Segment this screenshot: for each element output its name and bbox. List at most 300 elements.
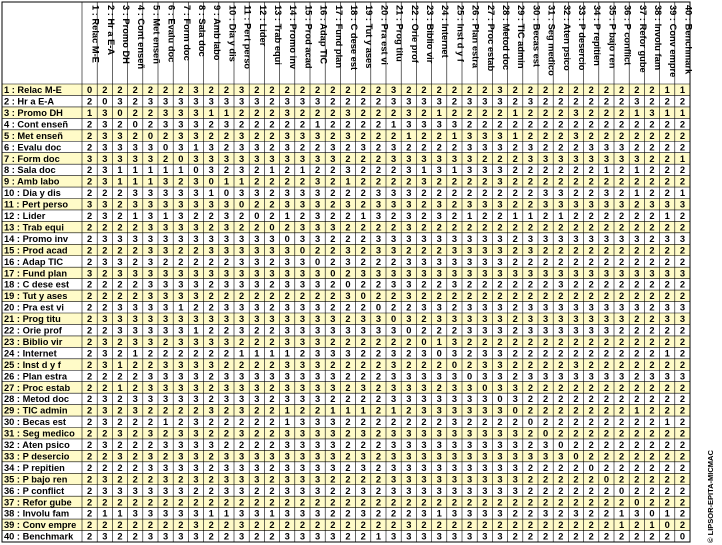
- matrix-cell: 2: [345, 520, 351, 531]
- matrix-cell: 2: [649, 153, 655, 164]
- matrix-cell: 2: [117, 394, 123, 405]
- matrix-cell: 3: [254, 142, 260, 153]
- matrix-cell: 2: [573, 142, 579, 153]
- matrix-cell: 2: [360, 279, 366, 290]
- matrix-cell: 2: [102, 382, 108, 393]
- matrix-cell: 3: [254, 268, 260, 279]
- matrix-cell: 2: [254, 325, 260, 336]
- matrix-cell: 2: [482, 211, 488, 221]
- matrix-cell: 2: [269, 417, 275, 428]
- matrix-cell: 2: [679, 142, 685, 153]
- matrix-cell: 2: [269, 142, 275, 153]
- matrix-cell: 2: [391, 107, 397, 118]
- matrix-cell: 2: [543, 336, 549, 347]
- matrix-cell: 3: [163, 233, 169, 244]
- matrix-cell: 2: [239, 440, 245, 450]
- matrix-cell: 2: [284, 291, 290, 302]
- matrix-cell: 3: [147, 451, 153, 462]
- matrix-cell: 2: [588, 291, 594, 302]
- matrix-cell: 3: [497, 176, 503, 187]
- matrix-cell: 2: [634, 371, 640, 382]
- matrix-cell: 3: [330, 142, 336, 153]
- matrix-cell: 3: [239, 142, 245, 153]
- matrix-cell: 2: [330, 497, 336, 508]
- matrix-cell: 2: [467, 107, 473, 118]
- column-header-label: 17 : Fund plan: [333, 5, 344, 69]
- matrix-cell: 3: [299, 485, 305, 496]
- matrix-cell: 3: [497, 371, 503, 382]
- matrix-cell: 2: [558, 142, 564, 153]
- column-header-label: 35 : P bajo ren: [607, 5, 618, 69]
- matrix-cell: 3: [147, 336, 153, 347]
- matrix-cell: 1: [664, 85, 670, 96]
- matrix-cell: 2: [512, 497, 518, 508]
- matrix-cell: 2: [360, 199, 366, 210]
- matrix-cell: 2: [375, 394, 381, 405]
- matrix-cell: 2: [208, 428, 214, 439]
- matrix-cell: 1: [299, 165, 305, 176]
- matrix-cell: 3: [543, 188, 549, 199]
- matrix-cell: 1: [87, 107, 93, 118]
- matrix-cell: 2: [649, 142, 655, 153]
- matrix-cell: 2: [558, 130, 564, 141]
- matrix-cell: 0: [284, 233, 290, 244]
- matrix-cell: 3: [193, 291, 199, 302]
- matrix-cell: 3: [543, 314, 549, 325]
- matrix-cell: 3: [284, 188, 290, 199]
- matrix-cell: 3: [178, 142, 184, 153]
- matrix-cell: 2: [421, 142, 427, 153]
- matrix-cell: 2: [619, 222, 625, 233]
- matrix-cell: 2: [664, 497, 670, 508]
- row-header-label: 17 : Fund plan: [4, 268, 68, 279]
- matrix-cell: 3: [421, 462, 427, 473]
- matrix-cell: 3: [299, 314, 305, 325]
- matrix-cell: 3: [679, 314, 685, 325]
- matrix-cell: 3: [497, 508, 503, 519]
- matrix-cell: 3: [208, 440, 214, 450]
- matrix-cell: 2: [375, 359, 381, 370]
- matrix-cell: 2: [163, 428, 169, 439]
- matrix-cell: 2: [543, 497, 549, 508]
- matrix-cell: 2: [406, 142, 412, 153]
- row-header-label: 3 : Promo DH: [4, 107, 63, 118]
- matrix-cell: 2: [132, 531, 138, 542]
- matrix-cell: 2: [573, 417, 579, 428]
- matrix-cell: 2: [512, 119, 518, 130]
- matrix-cell: 2: [117, 188, 123, 199]
- matrix-cell: 3: [223, 119, 229, 130]
- matrix-cell: 3: [239, 279, 245, 290]
- matrix-cell: 2: [603, 394, 609, 405]
- matrix-cell: 2: [421, 325, 427, 336]
- matrix-cell: 2: [603, 336, 609, 347]
- matrix-cell: 3: [102, 130, 108, 141]
- matrix-cell: 2: [512, 371, 518, 382]
- matrix-cell: 2: [467, 336, 473, 347]
- matrix-cell: 3: [573, 371, 579, 382]
- matrix-cell: 2: [436, 520, 442, 531]
- matrix-cell: 3: [147, 508, 153, 519]
- row-header-label: 22 : Orie prof: [4, 325, 62, 336]
- matrix-cell: 3: [406, 314, 412, 325]
- matrix-cell: 3: [619, 153, 625, 164]
- matrix-cell: 2: [497, 188, 503, 199]
- matrix-cell: 2: [619, 96, 625, 107]
- matrix-cell: 2: [649, 394, 655, 405]
- matrix-cell: 2: [223, 359, 229, 370]
- matrix-cell: 3: [163, 371, 169, 382]
- matrix-cell: 0: [193, 165, 199, 176]
- matrix-cell: 2: [588, 359, 594, 370]
- column-header-label: 14 : Promo inv: [288, 5, 299, 70]
- matrix-cell: 2: [543, 119, 549, 130]
- matrix-cell: 2: [482, 222, 488, 233]
- matrix-cell: 2: [345, 302, 351, 313]
- matrix-cell: 3: [406, 382, 412, 393]
- matrix-cell: 2: [451, 222, 457, 233]
- matrix-cell: 2: [467, 291, 473, 302]
- matrix-cell: 2: [102, 497, 108, 508]
- matrix-cell: 2: [649, 165, 655, 176]
- matrix-cell: 3: [391, 485, 397, 496]
- matrix-cell: 2: [527, 485, 533, 496]
- matrix-cell: 3: [406, 222, 412, 233]
- matrix-cell: 3: [467, 485, 473, 496]
- column-headers: [91, 5, 694, 77]
- matrix-cell: 2: [634, 211, 640, 221]
- matrix-cell: 2: [208, 485, 214, 496]
- matrix-cell: 0: [299, 245, 305, 256]
- matrix-cell: 2: [345, 531, 351, 542]
- matrix-cell: 2: [208, 394, 214, 405]
- row-header-label: 34 : P repitien: [4, 462, 65, 473]
- matrix-cell: 2: [330, 233, 336, 244]
- matrix-cell: 2: [223, 405, 229, 416]
- matrix-cell: 3: [497, 474, 503, 485]
- matrix-cell: 3: [451, 440, 457, 450]
- matrix-cell: 2: [619, 497, 625, 508]
- matrix-cell: 3: [664, 199, 670, 210]
- matrix-cell: 2: [360, 165, 366, 176]
- matrix-cell: 2: [664, 153, 670, 164]
- matrix-cell: 3: [315, 211, 321, 221]
- column-header-label: 24 : Internet: [440, 5, 451, 58]
- matrix-cell: 2: [436, 176, 442, 187]
- matrix-cell: 3: [406, 440, 412, 450]
- matrix-cell: 3: [102, 119, 108, 130]
- matrix-cell: 3: [102, 107, 108, 118]
- matrix-cell: 3: [299, 508, 305, 519]
- matrix-cell: 2: [588, 451, 594, 462]
- matrix-cell: 3: [451, 394, 457, 405]
- matrix-cell: 2: [132, 359, 138, 370]
- matrix-cell: 3: [223, 245, 229, 256]
- matrix-cell: 3: [360, 325, 366, 336]
- matrix-cell: 2: [345, 462, 351, 473]
- matrix-cell: 1: [163, 417, 169, 428]
- matrix-cell: 2: [619, 336, 625, 347]
- matrix-cell: 2: [497, 222, 503, 233]
- matrix-cell: 2: [208, 451, 214, 462]
- matrix-cell: 3: [193, 107, 199, 118]
- matrix-cell: 3: [284, 314, 290, 325]
- matrix-cell: 3: [102, 153, 108, 164]
- column-header-label: 29 : TIC admin: [516, 5, 527, 69]
- matrix-cell: 3: [391, 474, 397, 485]
- matrix-cell: 2: [102, 371, 108, 382]
- matrix-cell: 2: [573, 405, 579, 416]
- matrix-cell: 0: [558, 440, 564, 450]
- matrix-cell: 2: [299, 85, 305, 96]
- matrix-cell: 3: [482, 451, 488, 462]
- matrix-cell: 1: [269, 508, 275, 519]
- matrix-cell: 2: [588, 405, 594, 416]
- matrix-cell: 2: [391, 211, 397, 221]
- matrix-cell: 2: [649, 245, 655, 256]
- matrix-cell: 3: [284, 153, 290, 164]
- matrix-cell: 3: [193, 119, 199, 130]
- matrix-cell: 3: [603, 188, 609, 199]
- matrix-cell: 3: [619, 142, 625, 153]
- matrix-cell: 1: [208, 188, 214, 199]
- matrix-cell: 3: [406, 211, 412, 221]
- matrix-cell: 3: [239, 520, 245, 531]
- matrix-cell: 3: [330, 348, 336, 359]
- matrix-cell: 2: [406, 508, 412, 519]
- matrix-cell: 3: [178, 462, 184, 473]
- matrix-cell: 3: [132, 302, 138, 313]
- matrix-cell: 2: [254, 336, 260, 347]
- matrix-cell: 2: [178, 474, 184, 485]
- row-header-label: 5 : Met enseñ: [4, 130, 63, 141]
- matrix-cell: 2: [269, 302, 275, 313]
- matrix-cell: 2: [239, 359, 245, 370]
- matrix-cell: 2: [619, 119, 625, 130]
- row-header-label: 24 : Internet: [4, 348, 57, 359]
- matrix-cell: 2: [603, 485, 609, 496]
- matrix-cell: 2: [208, 302, 214, 313]
- matrix-cell: 2: [87, 417, 93, 428]
- matrix-cell: 1: [117, 176, 123, 187]
- matrix-cell: 3: [254, 508, 260, 519]
- matrix-cell: 3: [193, 199, 199, 210]
- matrix-cell: 3: [117, 451, 123, 462]
- matrix-cell: 2: [147, 107, 153, 118]
- matrix-cell: 3: [497, 245, 503, 256]
- column-header-label: 18 : C dese est: [349, 5, 359, 71]
- matrix-cell: 2: [375, 520, 381, 531]
- matrix-cell: 3: [299, 325, 305, 336]
- matrix-cell: 3: [315, 371, 321, 382]
- matrix-cell: 3: [527, 268, 533, 279]
- matrix-cell: 3: [497, 256, 503, 267]
- matrix-cell: 3: [223, 336, 229, 347]
- matrix-cell: 2: [603, 428, 609, 439]
- matrix-cell: 2: [603, 119, 609, 130]
- matrix-cell: 3: [147, 245, 153, 256]
- matrix-cell: 3: [147, 256, 153, 267]
- matrix-cell: 3: [406, 256, 412, 267]
- matrix-cell: 3: [436, 531, 442, 542]
- matrix-cell: 2: [679, 336, 685, 347]
- matrix-cell: 2: [664, 382, 670, 393]
- matrix-cell: 2: [406, 417, 412, 428]
- matrix-cell: 2: [543, 359, 549, 370]
- matrix-cell: 3: [345, 245, 351, 256]
- matrix-cell: 2: [421, 199, 427, 210]
- matrix-cell: 3: [239, 245, 245, 256]
- matrix-cell: 3: [603, 233, 609, 244]
- matrix-cell: 3: [254, 462, 260, 473]
- matrix-cell: 3: [239, 382, 245, 393]
- matrix-cell: 2: [649, 302, 655, 313]
- matrix-cell: 2: [208, 211, 214, 221]
- matrix-cell: 2: [147, 520, 153, 531]
- matrix-cell: 2: [679, 279, 685, 290]
- matrix-cell: 2: [87, 291, 93, 302]
- matrix-cell: 3: [193, 394, 199, 405]
- matrix-cell: 0: [163, 142, 169, 153]
- matrix-cell: 3: [132, 268, 138, 279]
- matrix-cell: 2: [406, 405, 412, 416]
- matrix-cell: 0: [147, 130, 153, 141]
- row-header-label: 10 : Dia y dis: [4, 188, 61, 199]
- matrix-cell: 1: [679, 85, 685, 96]
- matrix-cell: 2: [360, 417, 366, 428]
- matrix-cell: 2: [512, 165, 518, 176]
- matrix-cell: 3: [299, 188, 305, 199]
- matrix-cell: 2: [269, 256, 275, 267]
- matrix-cell: 2: [375, 279, 381, 290]
- matrix-cell: 2: [330, 394, 336, 405]
- matrix-cell: 2: [360, 531, 366, 542]
- column-header-label: 40 : Benchmark: [683, 5, 694, 75]
- matrix-cell: 3: [178, 336, 184, 347]
- matrix-cell: 2: [527, 359, 533, 370]
- matrix-cell: 3: [299, 302, 305, 313]
- matrix-cell: 2: [223, 325, 229, 336]
- matrix-cell: 2: [619, 245, 625, 256]
- matrix-cell: 3: [451, 382, 457, 393]
- matrix-cell: 2: [512, 417, 518, 428]
- matrix-cell: 3: [391, 451, 397, 462]
- column-header-label: 20 : Pra est vi: [379, 5, 390, 65]
- matrix-cell: 2: [634, 279, 640, 290]
- matrix-cell: 2: [375, 142, 381, 153]
- matrix-cell: 3: [436, 462, 442, 473]
- matrix-cell: 2: [558, 359, 564, 370]
- matrix-cell: 2: [634, 85, 640, 96]
- matrix-cell: 3: [467, 405, 473, 416]
- matrix-cell: 2: [269, 531, 275, 542]
- matrix-cell: 2: [512, 256, 518, 267]
- matrix-cell: 2: [239, 119, 245, 130]
- matrix-cell: 3: [315, 462, 321, 473]
- matrix-cell: 3: [315, 474, 321, 485]
- matrix-cell: 1: [117, 508, 123, 519]
- matrix-cell: 3: [284, 531, 290, 542]
- matrix-cell: 3: [527, 142, 533, 153]
- matrix-cell: 3: [451, 348, 457, 359]
- matrix-cell: 3: [315, 394, 321, 405]
- matrix-cell: 2: [406, 176, 412, 187]
- matrix-cell: 2: [299, 348, 305, 359]
- matrix-cell: 2: [679, 462, 685, 473]
- matrix-cell: 2: [527, 279, 533, 290]
- matrix-cell: 2: [254, 85, 260, 96]
- matrix-cell: 3: [558, 279, 564, 290]
- column-header-label: 23 : Biblio vir: [425, 5, 435, 64]
- matrix-cell: 2: [573, 188, 579, 199]
- matrix-cell: 3: [193, 508, 199, 519]
- matrix-cell: 2: [649, 211, 655, 221]
- matrix-cell: 2: [375, 348, 381, 359]
- matrix-cell: 3: [178, 508, 184, 519]
- matrix-cell: 2: [345, 359, 351, 370]
- matrix-cell: 3: [193, 222, 199, 233]
- matrix-cell: 2: [573, 497, 579, 508]
- matrix-cell: 3: [299, 153, 305, 164]
- matrix-cell: 3: [451, 417, 457, 428]
- matrix-cell: 2: [679, 485, 685, 496]
- matrix-cell: 3: [102, 176, 108, 187]
- matrix-cell: 3: [573, 359, 579, 370]
- row-header-label: 30 : Becas est: [4, 417, 67, 428]
- matrix-cell: 2: [588, 440, 594, 450]
- matrix-cell: 2: [558, 85, 564, 96]
- matrix-cell: 2: [451, 291, 457, 302]
- matrix-cell: 3: [147, 291, 153, 302]
- matrix-cell: 0: [634, 497, 640, 508]
- matrix-cell: 2: [619, 85, 625, 96]
- matrix-cell: 2: [102, 188, 108, 199]
- matrix-cell: 3: [254, 474, 260, 485]
- matrix-cell: 3: [330, 440, 336, 450]
- matrix-cell: 2: [284, 497, 290, 508]
- matrix-cell: 2: [543, 176, 549, 187]
- matrix-cell: 2: [193, 405, 199, 416]
- matrix-cell: 3: [299, 394, 305, 405]
- matrix-cell: 2: [391, 222, 397, 233]
- matrix-cell: 2: [117, 474, 123, 485]
- matrix-cell: 3: [117, 314, 123, 325]
- matrix-cell: 2: [436, 245, 442, 256]
- matrix-cell: 3: [375, 268, 381, 279]
- matrix-cell: 1: [269, 165, 275, 176]
- matrix-cell: 2: [87, 233, 93, 244]
- matrix-cell: 3: [375, 188, 381, 199]
- matrix-cell: 3: [482, 348, 488, 359]
- matrix-cell: 3: [482, 233, 488, 244]
- matrix-cell: 1: [679, 188, 685, 199]
- matrix-cell: 3: [391, 268, 397, 279]
- matrix-cell: 2: [543, 382, 549, 393]
- matrix-cell: 2: [147, 85, 153, 96]
- matrix-cell: 2: [208, 462, 214, 473]
- matrix-cell: 2: [558, 256, 564, 267]
- matrix-cell: 2: [573, 462, 579, 473]
- matrix-cell: 3: [391, 531, 397, 542]
- matrix-cell: 2: [391, 336, 397, 347]
- matrix-cell: 2: [163, 130, 169, 141]
- matrix-cell: 3: [284, 336, 290, 347]
- matrix-cell: 2: [345, 394, 351, 405]
- matrix-cell: 2: [315, 520, 321, 531]
- matrix-cell: 2: [163, 348, 169, 359]
- row-header-label: 8 : Sala doc: [4, 165, 56, 176]
- matrix-cell: 3: [421, 302, 427, 313]
